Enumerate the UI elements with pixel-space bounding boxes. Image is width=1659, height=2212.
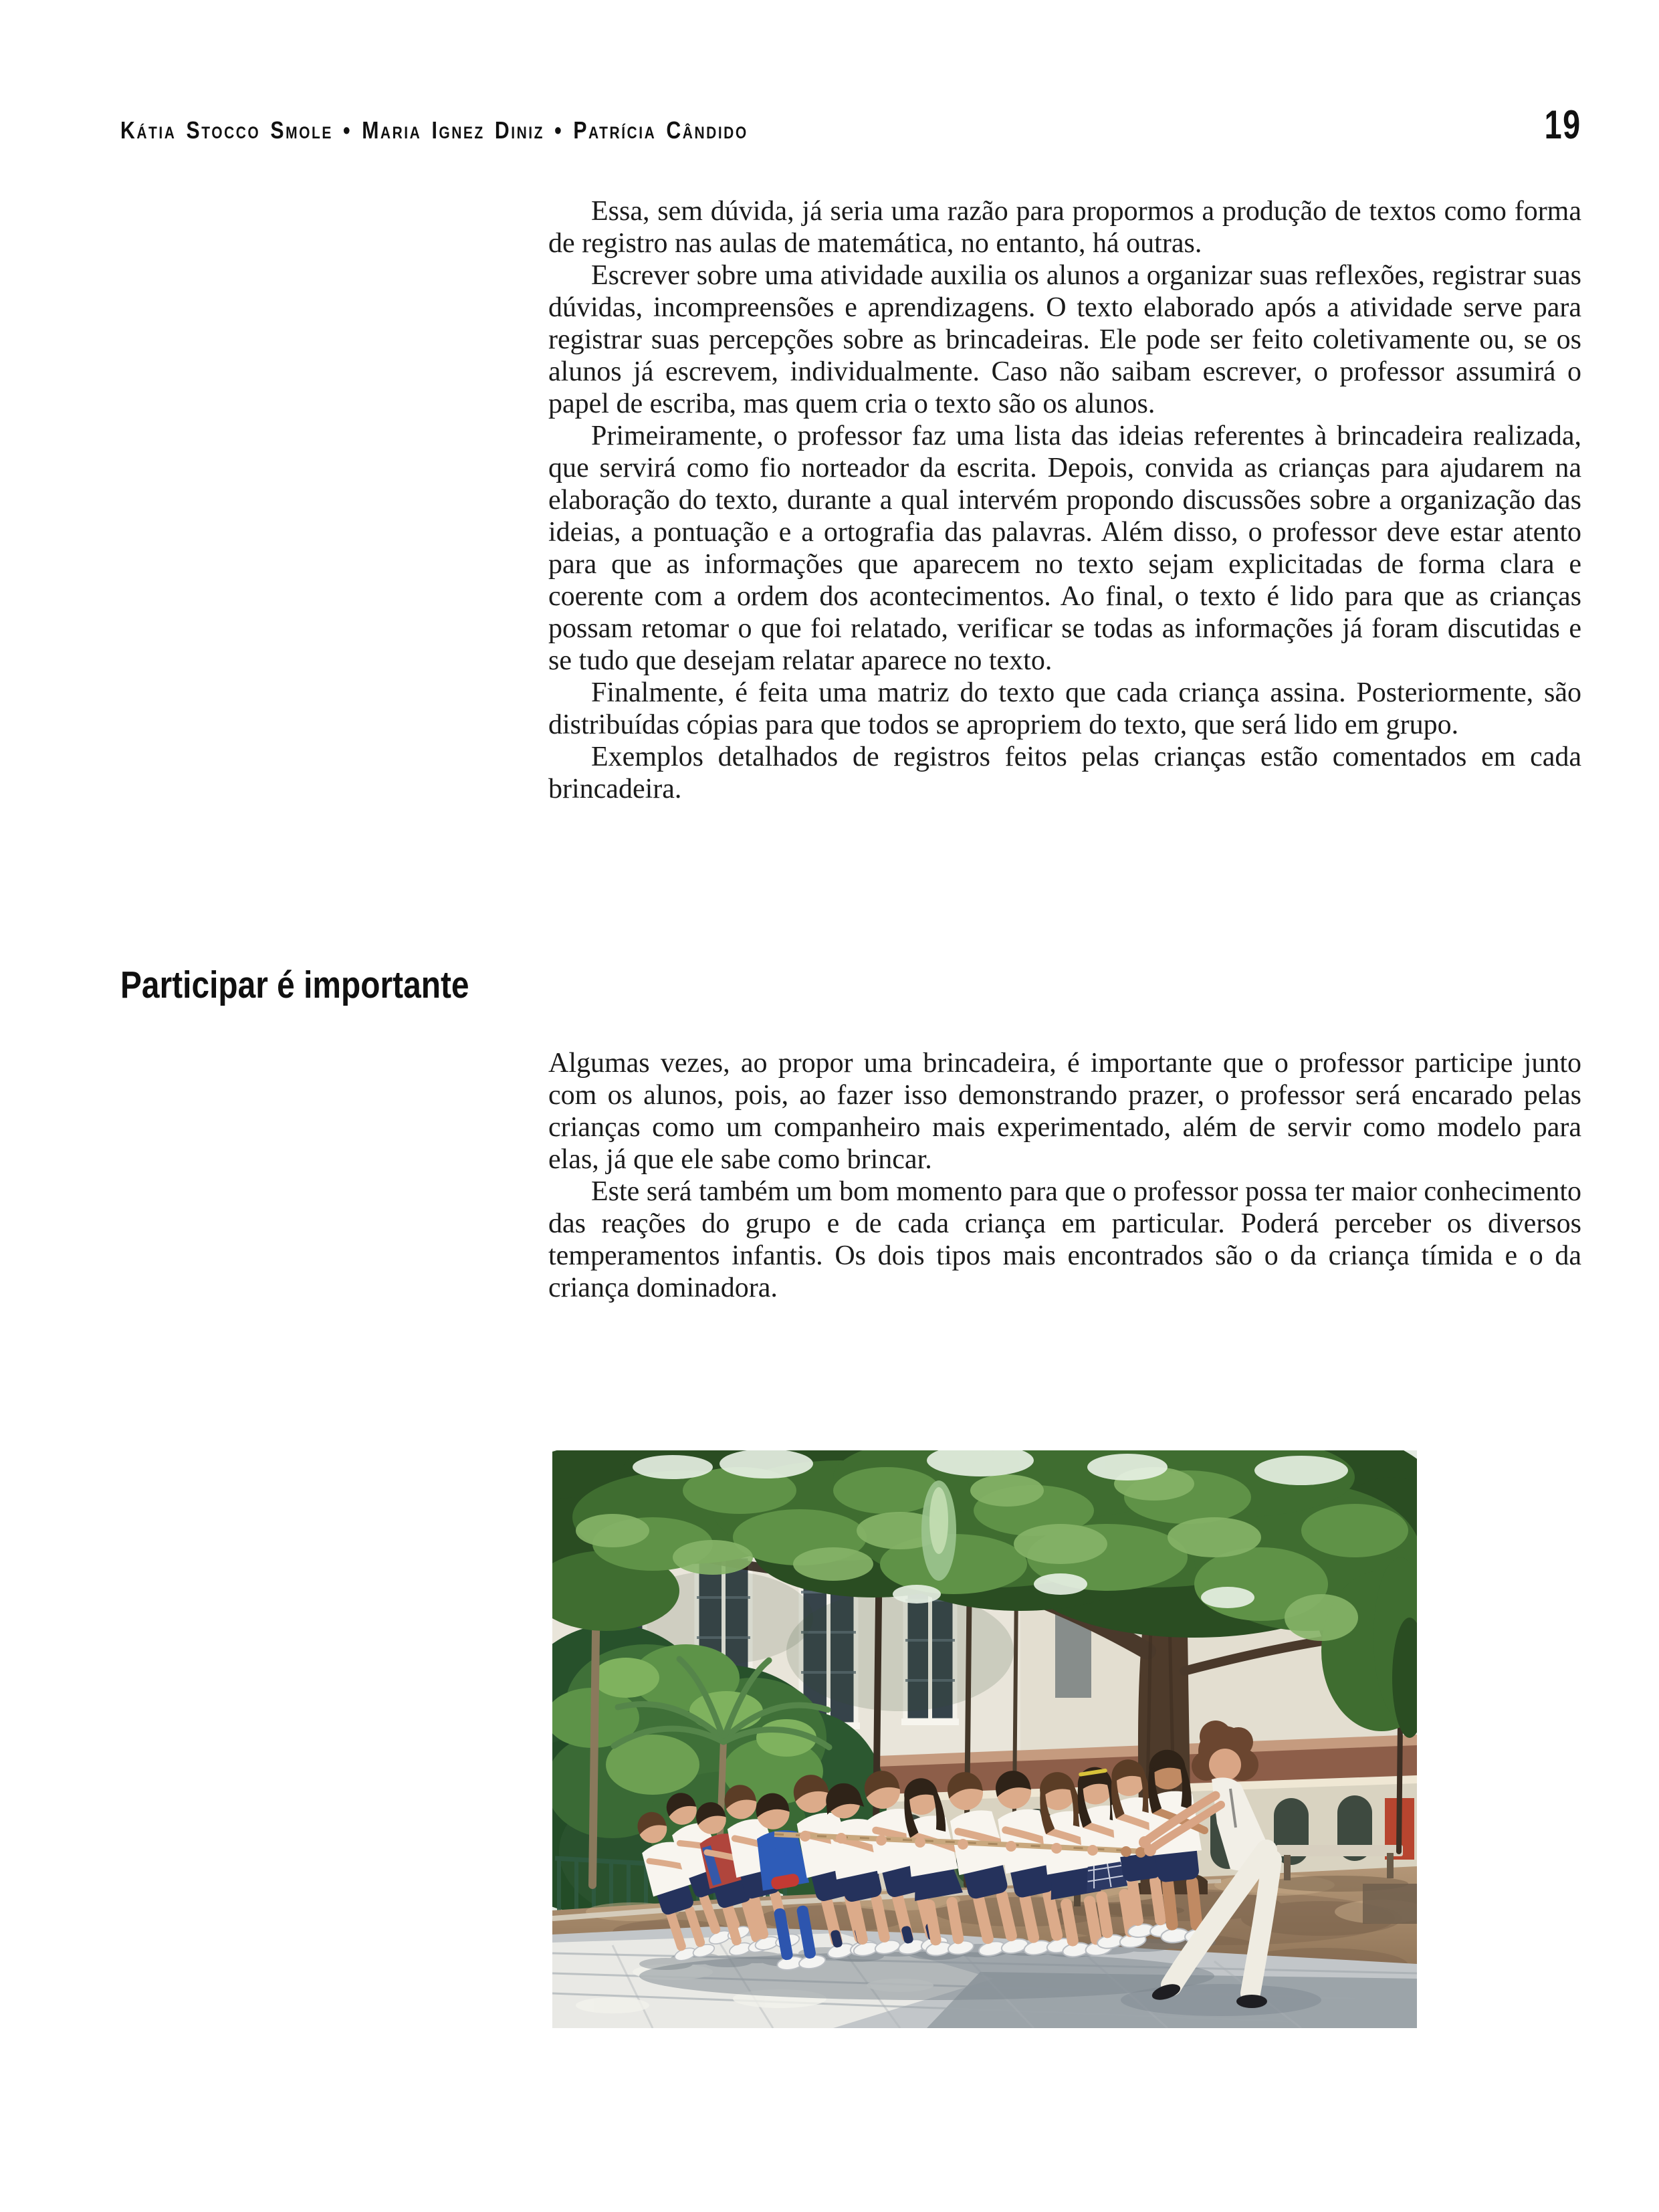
photo-illustration	[552, 1450, 1417, 2028]
running-head	[120, 102, 1581, 148]
section-heading-text: Participar é importante	[120, 964, 469, 1006]
body-text-block-2	[548, 1047, 1581, 1304]
paragraph: Exemplos detalhados de registros feitos pelas crianças estão comentados em cada brincadeira.	[548, 742, 1581, 804]
photo-children-tug-of-war	[552, 1450, 1417, 2028]
paragraph: Este será também um bom momento para que o professor possa ter maior conhecimento das reações do grupo e de cada criança em particular. Poderá perceber os diversos temperamentos infantis. Os dois tipos mais encontrados são o da criança tímida e o da criança dominadora.	[548, 1176, 1581, 1303]
paragraph: Primeiramente, o professor faz uma lista das ideias referentes à brincadeira realizada, que servirá como fio norteador da escrita. Depois, convida as crianças para ajudarem na elaboração do texto, durante a qual intervém propondo discussões sobre a organização das ideias, a pontuação e a ortografia das palavras. Além disso, o professor deve estar atento para que as informações que aparecem no texto sejam explicitadas de forma clara e coerente com a ordem dos acontecimentos. Ao final, o texto é lido para que as crianças possam retomar o que foi relatado, verificar se todas as informações já foram discutidas e se tudo que desejam relatar aparece no texto.	[548, 421, 1581, 676]
section-heading	[120, 963, 536, 1007]
body-text-block-1	[548, 195, 1581, 805]
authors-line: Kátia Stocco Smole • Maria Ignez Diniz • Patrícia Cândido	[120, 116, 748, 144]
paragraph: Escrever sobre uma atividade auxilia os alunos a organizar suas reflexões, registrar suas dúvidas, incompreensões e aprendizagens. O texto elaborado após a atividade serve para registrar suas percepções sobre as brincadeiras. Ele pode ser feito coletivamente ou, se os alunos já escrevem, individualmente. Caso não saibam escrever, o professor assumirá o papel de escriba, mas quem cria o texto são os alunos.	[548, 260, 1581, 419]
paragraph: Finalmente, é feita uma matriz do texto que cada criança assina. Posteriormente, são distribuídas cópias para que todos se apropriem do texto, que será lido em grupo.	[548, 677, 1581, 740]
paragraph: Algumas vezes, ao propor uma brincadeira, é importante que o professor participe junto com os alunos, pois, ao fazer isso demonstrando prazer, o professor será encarado pelas crianças como um companheiro mais experimentado, além de servir como modelo para elas, já que ele sabe como brincar.	[548, 1048, 1581, 1175]
paragraph: Essa, sem dúvida, já seria uma razão para propormos a produção de textos como forma de registro nas aulas de matemática, no entanto, há outras.	[548, 196, 1581, 259]
page-number: 19	[1544, 102, 1581, 147]
